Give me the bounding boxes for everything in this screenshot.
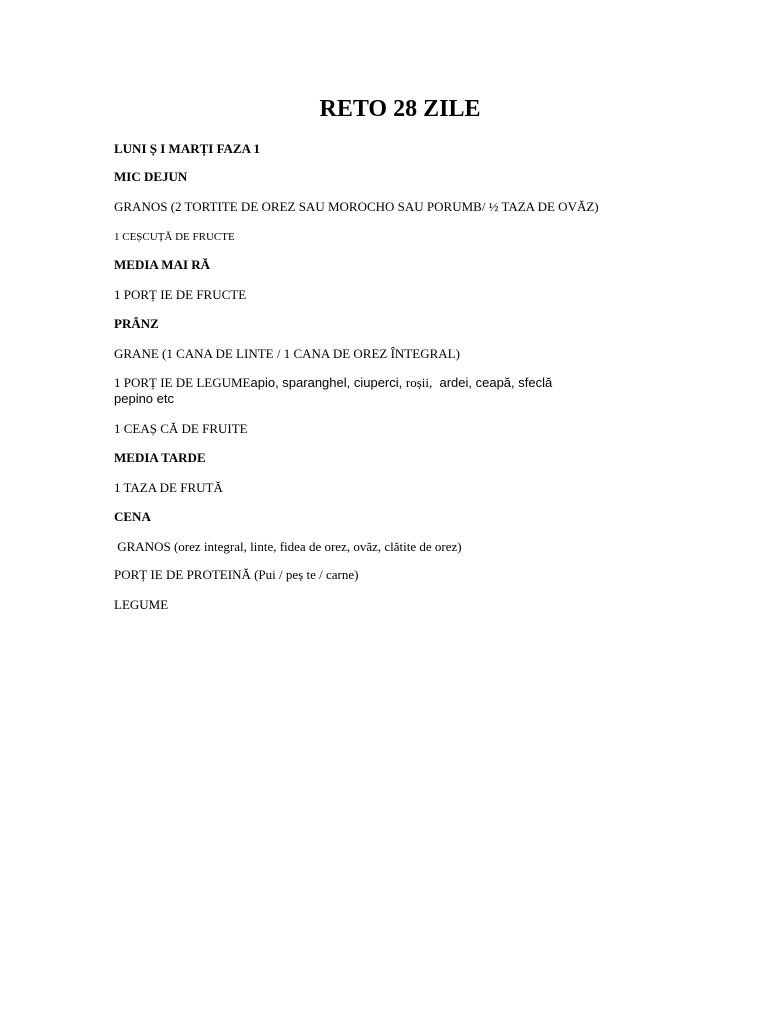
lunch-grains-line: GRANE (1 CANA DE LINTE / 1 CANA DE OREZ ÎNTEGRAL) (114, 346, 460, 361)
afternoon-snack-fruit-line: 1 TAZA DE FRUTĂ (114, 480, 223, 495)
breakfast-fruit-line: 1 CEȘCUȚĂ DE FRUCTE (114, 231, 235, 243)
morning-snack-fruit-line: 1 PORȚ IE DE FRUCTE (114, 287, 247, 302)
vegetables-list-continuation: pepino etc (114, 391, 174, 406)
lunch-heading: PRÂNZ (114, 316, 159, 331)
vegetables-list-part3: ardei, ceapă, sfeclă (432, 375, 553, 390)
lunch-fruit-line: 1 CEAȘ CĂ DE FRUITE (114, 421, 248, 436)
dinner-protein-line: PORȚ IE DE PROTEINĂ (Pui / peș te / carne) (114, 567, 359, 582)
dinner-heading: CENA (114, 509, 151, 524)
breakfast-heading: MIC DEJUN (114, 169, 188, 184)
vegetables-list-part1: apio, sparanghel, ciuperci, (250, 375, 406, 390)
phase-heading: LUNI Ș I MARȚI FAZA 1 (114, 141, 261, 156)
lunch-vegetables-line (114, 375, 552, 391)
document-title: RETO 28 ZILE (319, 96, 481, 122)
dinner-grains-line: GRANOS (orez integral, linte, fidea de orez, ovăz, clătite de orez) (114, 539, 462, 554)
breakfast-grains-line: GRANOS (2 TORTITE DE OREZ SAU MOROCHO SAU PORUMB/ ½ TAZA DE OVĂZ) (114, 199, 599, 214)
dinner-vegetables-line: LEGUME (114, 597, 169, 612)
morning-snack-heading: MEDIA MAI RĂ (114, 257, 211, 272)
afternoon-snack-heading: MEDIA TARDE (114, 450, 206, 465)
vegetables-portion-label: 1 PORȚ IE DE LEGUME (114, 375, 251, 390)
vegetables-list-part2: roșii, (405, 375, 433, 390)
